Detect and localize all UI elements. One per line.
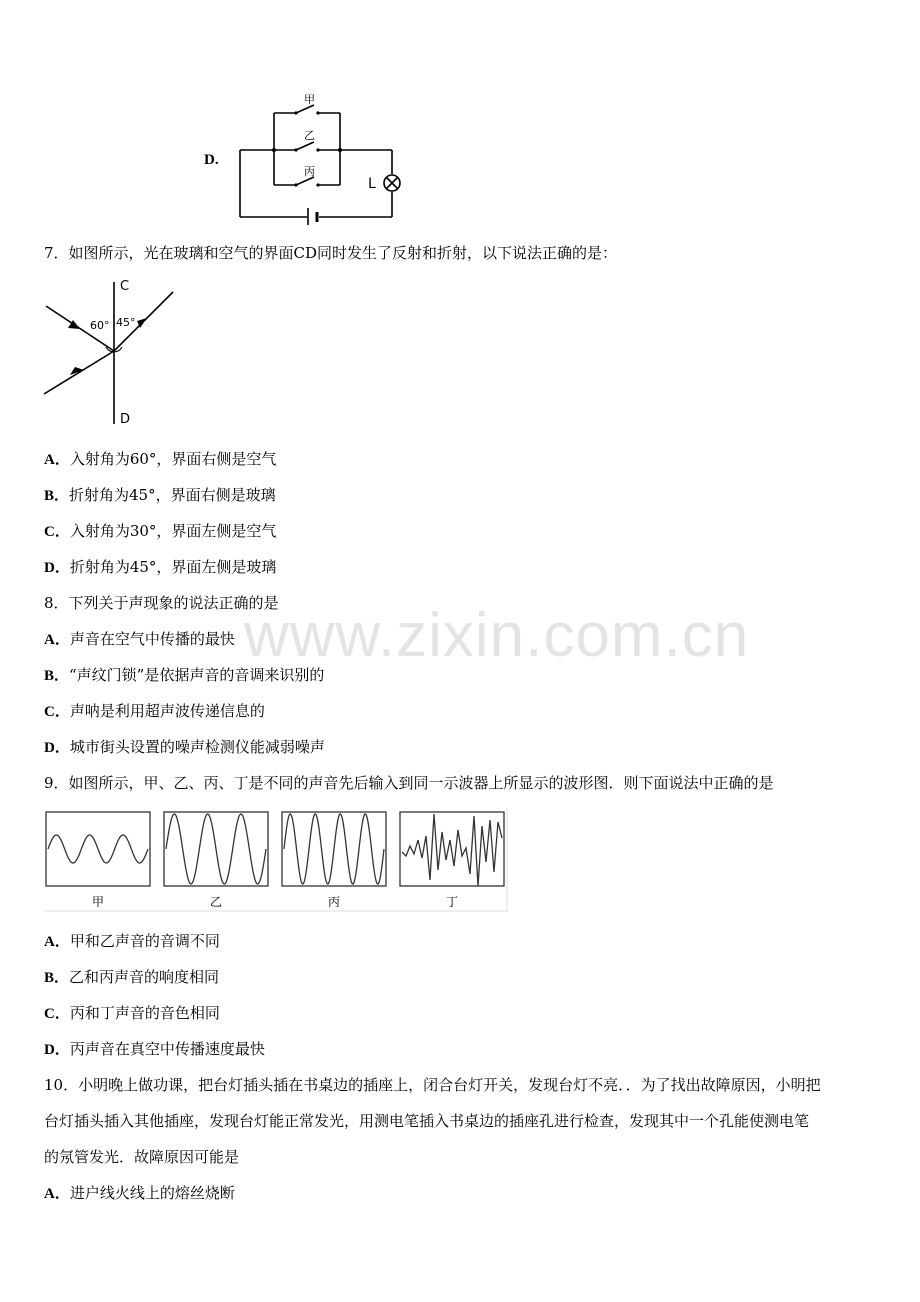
q9-option-b[interactable]: B．乙和丙声音的响度相同	[44, 968, 220, 986]
branch-label-3: 丙	[304, 165, 315, 178]
q7-refraction-figure	[40, 276, 190, 428]
label-C: C	[120, 279, 130, 294]
q7-option-a[interactable]: A．入射角为60°，界面右侧是空气	[44, 450, 277, 468]
q9-stem: 9．如图所示，甲、乙、丙、丁是不同的声音先后输入到同一示波器上所显示的波形图．则下面说法中正确的是	[44, 774, 774, 792]
q10-stem-line-2: 台灯插头插入其他插座，发现台灯能正常发光，用测电笔插入书桌边的插座孔进行检查，发现其中一个孔能使测电笔	[44, 1112, 810, 1130]
label-D: D	[120, 412, 131, 427]
q10-stem-line-1: 10．小明晚上做功课，把台灯插头插在书桌边的插座上，闭合台灯开关，发现台灯不亮．．为了找出故障原因，小明把	[44, 1076, 821, 1094]
angle-60: 60°	[90, 319, 110, 332]
label-jia: 甲	[91, 895, 105, 909]
q10-option-a[interactable]: A．进户线火线上的熔丝烧断	[44, 1184, 235, 1202]
label-bing: 丙	[327, 895, 341, 909]
label-yi: 乙	[209, 895, 223, 909]
q9-option-a[interactable]: A．甲和乙声音的音调不同	[44, 932, 220, 950]
q9-waveform-figure	[44, 808, 508, 912]
q7-option-d[interactable]: D．折射角为45°，界面左侧是玻璃	[44, 558, 277, 576]
angle-45: 45°	[116, 316, 136, 329]
q8-option-d[interactable]: D．城市街头设置的噪声检测仪能减弱噪声	[44, 738, 325, 756]
q8-option-c[interactable]: C．声呐是利用超声波传递信息的	[44, 702, 265, 720]
q9-option-d[interactable]: D．丙声音在真空中传播速度最快	[44, 1040, 265, 1058]
lamp-label: L	[368, 176, 376, 192]
q8-option-a[interactable]: A．声音在空气中传播的最快	[44, 630, 235, 648]
branch-label-2: 乙	[304, 129, 315, 142]
q7-option-c[interactable]: C．入射角为30°，界面左侧是空气	[44, 522, 277, 540]
q9-option-c[interactable]: C．丙和丁声音的音色相同	[44, 1004, 220, 1022]
q10-stem-line-3: 的氖管发光．故障原因可能是	[44, 1148, 240, 1166]
branch-label-1: 甲	[304, 93, 315, 106]
q8-stem: 8．下列关于声现象的说法正确的是	[44, 594, 279, 612]
label-ding: 丁	[445, 895, 459, 909]
q7-stem: 7．如图所示，光在玻璃和空气的界面CD同时发生了反射和折射，以下说法正确的是：	[44, 244, 618, 262]
q8-option-b[interactable]: B．“声纹门锁”是依据声音的音调来识别的	[44, 666, 325, 684]
q6-circuit-diagram	[230, 90, 410, 225]
q7-option-b[interactable]: B．折射角为45°，界面右侧是玻璃	[44, 486, 276, 504]
q6-option-letter: D.	[204, 152, 219, 168]
watermark: www.zixin.com.cn	[244, 601, 750, 670]
